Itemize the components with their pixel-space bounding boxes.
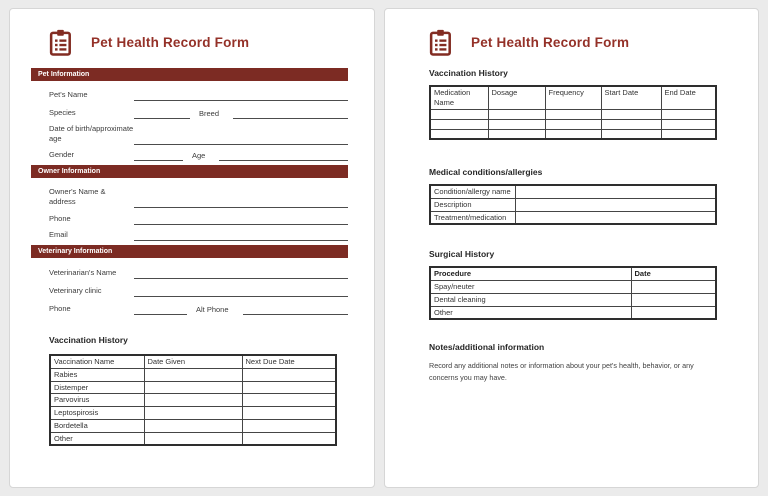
empty-cell[interactable]	[242, 419, 336, 432]
empty-cell[interactable]	[144, 407, 242, 420]
input-line-pet-name[interactable]	[134, 97, 348, 101]
empty-cell[interactable]	[631, 306, 716, 319]
input-line-veterinarian-name[interactable]	[134, 275, 348, 279]
input-line-owner-phone[interactable]	[134, 221, 348, 225]
empty-cell[interactable]	[545, 129, 601, 139]
row-label-other: Other	[430, 306, 631, 319]
row-label-parvovirus: Parvovirus	[50, 394, 144, 407]
field-row-vet-name	[49, 265, 348, 279]
empty-cell[interactable]	[601, 129, 661, 139]
section-header-owner-information: Owner Information	[31, 165, 348, 178]
table-header-row	[430, 267, 716, 280]
row-label-distemper: Distemper	[50, 381, 144, 394]
empty-cell[interactable]	[515, 211, 716, 224]
empty-cell[interactable]	[631, 281, 716, 294]
empty-cell[interactable]	[545, 119, 601, 129]
field-label-clinic: Veterinary clinic	[49, 285, 102, 295]
input-line-gender[interactable]	[134, 157, 183, 161]
field-row-species-breed	[49, 105, 348, 119]
row-label-treatment-medication: Treatment/medication	[430, 211, 515, 224]
surgical-history-table	[429, 266, 717, 320]
table-row	[430, 129, 716, 139]
empty-cell[interactable]	[661, 129, 716, 139]
field-row-clinic	[49, 283, 348, 297]
column-header-procedure: Procedure	[430, 267, 631, 280]
field-label-vet-name: Veterinarian's Name	[49, 267, 117, 277]
column-header-frequency: Frequency	[545, 86, 601, 109]
table-row	[430, 185, 716, 198]
input-line-breed[interactable]	[233, 115, 348, 119]
row-label-rabies: Rabies	[50, 368, 144, 381]
table-header-row	[50, 355, 336, 368]
column-header-medication-name: Medication Name	[430, 86, 488, 109]
field-label-alt-phone: Alt Phone	[196, 305, 229, 314]
input-line-owner-name-address[interactable]	[134, 204, 348, 208]
table-row	[50, 407, 336, 420]
column-header-end-date: End Date	[661, 86, 716, 109]
row-label-description: Description	[430, 198, 515, 211]
table-row	[50, 368, 336, 381]
table-row	[430, 119, 716, 129]
field-row-vet-phone	[49, 301, 348, 315]
empty-cell[interactable]	[242, 381, 336, 394]
field-label-age: Age	[192, 151, 206, 160]
empty-cell[interactable]	[144, 432, 242, 445]
field-row-pet-name	[49, 87, 348, 101]
empty-cell[interactable]	[144, 394, 242, 407]
field-label-species: Species	[49, 107, 76, 117]
table-row	[430, 198, 716, 211]
input-line-alt-phone[interactable]	[243, 311, 348, 315]
table-row	[50, 419, 336, 432]
document-title: Pet Health Record Form	[91, 35, 250, 50]
notes-paragraph: Record any additional notes or information about your pet's health, behavior, or any concerns you may have.	[429, 361, 694, 382]
column-header-date: Date	[631, 267, 716, 280]
row-label-other: Other	[50, 432, 144, 445]
empty-cell[interactable]	[661, 119, 716, 129]
field-row-gender-age	[49, 148, 348, 161]
vaccination-history-heading: Vaccination History	[429, 68, 508, 78]
empty-cell[interactable]	[515, 198, 716, 211]
empty-cell[interactable]	[430, 109, 488, 119]
empty-cell[interactable]	[430, 119, 488, 129]
column-header-start-date: Start Date	[601, 86, 661, 109]
clipboard-icon	[49, 29, 72, 56]
empty-cell[interactable]	[242, 368, 336, 381]
column-header-next-due-date: Next Due Date	[242, 355, 336, 368]
empty-cell[interactable]	[488, 109, 545, 119]
medical-conditions-table	[429, 184, 717, 225]
field-label-gender: Gender	[49, 149, 75, 159]
row-label-spay-neuter: Spay/neuter	[430, 281, 631, 294]
section-header-pet-information: Pet Information	[31, 68, 348, 81]
empty-cell[interactable]	[488, 119, 545, 129]
field-label-owner-phone: Phone	[49, 213, 71, 223]
medication-table	[429, 85, 717, 140]
table-row	[50, 432, 336, 445]
page-2	[384, 8, 759, 488]
row-label-condition-allergy-name: Condition/allergy name	[430, 185, 515, 198]
field-row-email	[49, 227, 348, 241]
table-row	[50, 394, 336, 407]
table-row	[430, 293, 716, 306]
empty-cell[interactable]	[430, 129, 488, 139]
empty-cell[interactable]	[144, 368, 242, 381]
field-label-pet-name: Pet's Name	[49, 89, 88, 99]
page-1	[9, 8, 375, 488]
field-label-dob: Date of birth/approximate age	[49, 123, 134, 143]
field-row-owner-name	[49, 183, 348, 208]
input-line-email[interactable]	[134, 237, 348, 241]
section-header-veterinary-information: Veterinary Information	[31, 245, 348, 258]
empty-cell[interactable]	[488, 129, 545, 139]
empty-cell[interactable]	[545, 109, 601, 119]
medical-conditions-heading: Medical conditions/allergies	[429, 167, 543, 177]
empty-cell[interactable]	[144, 419, 242, 432]
input-line-veterinary-clinic[interactable]	[134, 293, 348, 297]
table-row	[430, 211, 716, 224]
input-line-dob[interactable]	[134, 141, 348, 145]
empty-cell[interactable]	[144, 381, 242, 394]
table-row	[430, 281, 716, 294]
column-header-date-given: Date Given	[144, 355, 242, 368]
row-label-leptospirosis: Leptospirosis	[50, 407, 144, 420]
column-header-vaccination-name: Vaccination Name	[50, 355, 144, 368]
field-row-owner-phone	[49, 211, 348, 225]
empty-cell[interactable]	[601, 119, 661, 129]
field-label-breed: Breed	[199, 109, 220, 118]
empty-cell[interactable]	[601, 109, 661, 119]
clipboard-icon	[429, 29, 452, 56]
row-label-bordetella: Bordetella	[50, 419, 144, 432]
table-row	[50, 381, 336, 394]
input-line-age[interactable]	[219, 157, 348, 161]
empty-cell[interactable]	[515, 185, 716, 198]
table-row	[430, 109, 716, 119]
notes-heading: Notes/additional information	[429, 342, 545, 353]
document-header	[49, 29, 353, 56]
document-header	[429, 29, 713, 56]
column-header-dosage: Dosage	[488, 86, 545, 109]
table-row	[430, 306, 716, 319]
field-label-email: Email	[49, 229, 68, 239]
vaccination-history-heading: Vaccination History	[49, 335, 128, 345]
row-label-dental-cleaning: Dental cleaning	[430, 293, 631, 306]
field-row-dob	[49, 124, 348, 145]
table-header-row	[430, 86, 716, 109]
surgical-history-heading: Surgical History	[429, 249, 495, 260]
input-line-vet-phone[interactable]	[134, 311, 187, 315]
document-title: Pet Health Record Form	[471, 35, 630, 50]
empty-cell[interactable]	[631, 293, 716, 306]
empty-cell[interactable]	[242, 394, 336, 407]
field-label-owner-name: Owner's Name & address	[49, 186, 106, 206]
empty-cell[interactable]	[242, 432, 336, 445]
empty-cell[interactable]	[661, 109, 716, 119]
empty-cell[interactable]	[242, 407, 336, 420]
field-label-vet-phone: Phone	[49, 303, 71, 313]
input-line-species[interactable]	[134, 115, 190, 119]
vaccination-table	[49, 354, 337, 446]
